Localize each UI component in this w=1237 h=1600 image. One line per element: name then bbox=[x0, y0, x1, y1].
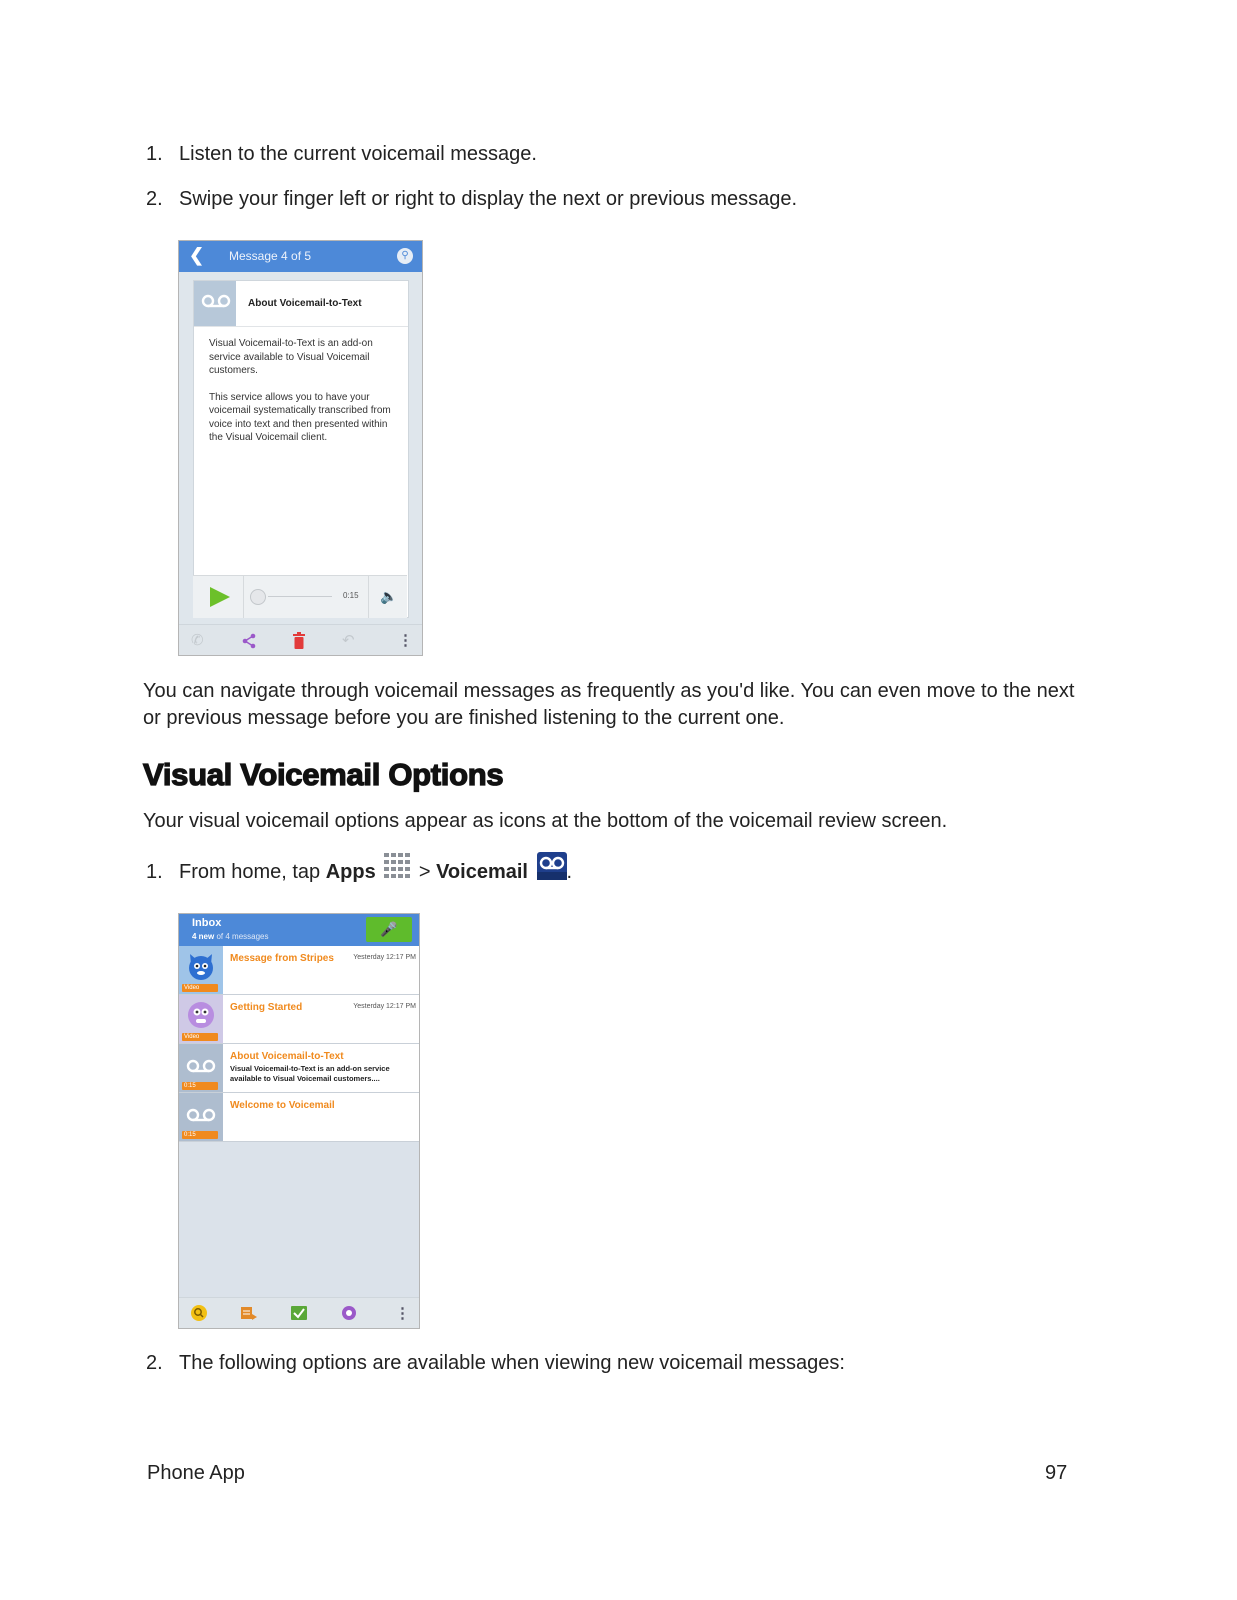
delete-icon[interactable] bbox=[293, 632, 305, 649]
step-text: Listen to the current voicemail message. bbox=[179, 143, 537, 165]
step-number: 1. bbox=[146, 143, 163, 165]
seek-handle[interactable] bbox=[250, 589, 266, 605]
select-icon[interactable] bbox=[290, 1305, 308, 1321]
divider bbox=[194, 326, 408, 327]
media-badge: Video bbox=[182, 1033, 218, 1041]
share-icon[interactable] bbox=[241, 633, 257, 649]
new-count: 4 new bbox=[192, 932, 215, 941]
more-icon[interactable]: ⋮ bbox=[398, 632, 413, 649]
media-badge: Video bbox=[182, 984, 218, 992]
cat-avatar-icon bbox=[185, 950, 217, 982]
step-number: 1. bbox=[146, 861, 163, 883]
compose-icon[interactable] bbox=[240, 1305, 258, 1321]
message-title: About Voicemail-to-Text bbox=[230, 1051, 344, 1062]
apps-label: Apps bbox=[325, 861, 376, 883]
voicemail-message-screenshot bbox=[178, 240, 423, 656]
character-avatar-icon bbox=[185, 999, 217, 1031]
step-number: 2. bbox=[146, 1352, 163, 1374]
duration-badge: 0:15 bbox=[182, 1082, 218, 1090]
message-time: Yesterday 12:17 PM bbox=[353, 954, 416, 961]
body-paragraph: This service allows you to have your voicemail systematically transcribed from voice into text and then presented within the Visual Voicemail client. bbox=[209, 391, 391, 443]
voicemail-inbox-screenshot bbox=[178, 913, 420, 1329]
step-2-swipe bbox=[146, 188, 1046, 214]
page-number: 97 bbox=[1045, 1462, 1068, 1484]
step-text: Swipe your finger left or right to display the next or previous message. bbox=[179, 188, 798, 210]
reply-icon[interactable]: ↶ bbox=[342, 632, 355, 649]
divider bbox=[243, 576, 244, 618]
duration-badge: 0:15 bbox=[182, 1131, 218, 1139]
voicemail-icon bbox=[186, 1058, 216, 1074]
step-2-options bbox=[146, 1352, 1046, 1378]
seek-track[interactable] bbox=[268, 596, 332, 597]
audio-player bbox=[193, 575, 407, 618]
body-paragraph: Visual Voicemail-to-Text is an add-on service available to Visual Voicemail customers. bbox=[209, 338, 373, 376]
settings-icon[interactable] bbox=[340, 1304, 358, 1322]
search-icon[interactable] bbox=[190, 1304, 208, 1322]
message-preview: Visual Voicemail-to-Text is an add-on service available to Visual Voicemail customers.... bbox=[230, 1064, 390, 1083]
message-body bbox=[209, 337, 399, 458]
play-icon[interactable] bbox=[210, 587, 230, 607]
duration-label: 0:15 bbox=[343, 591, 359, 600]
inbox-message-row[interactable] bbox=[179, 946, 419, 995]
message-title: Getting Started bbox=[230, 1002, 303, 1013]
inbox-toolbar bbox=[179, 1297, 419, 1329]
separator-text: > bbox=[413, 861, 437, 883]
message-toolbar bbox=[179, 624, 422, 656]
period: . bbox=[566, 861, 573, 883]
step-1-listen bbox=[146, 143, 1046, 169]
message-thumbnail bbox=[179, 1093, 223, 1141]
step-open-voicemail bbox=[146, 852, 846, 888]
voicemail-icon bbox=[201, 293, 231, 309]
more-icon[interactable]: ⋮ bbox=[395, 1305, 410, 1322]
navigate-paragraph: You can navigate through voicemail messages as frequently as you'd like. You can even move to the next or previous message before you are finished listening to the current one. bbox=[143, 680, 1075, 729]
footer-section-title: Phone App bbox=[147, 1462, 245, 1484]
message-subject: About Voicemail-to-Text bbox=[248, 298, 362, 309]
record-greeting-button[interactable] bbox=[366, 917, 412, 942]
microphone-icon: 🎤 bbox=[380, 921, 398, 937]
step-text: The following options are available when viewing new voicemail messages: bbox=[179, 1352, 845, 1374]
call-icon[interactable]: ✆ bbox=[191, 632, 204, 649]
message-time: Yesterday 12:17 PM bbox=[353, 1003, 416, 1010]
apps-grid-icon bbox=[383, 852, 413, 880]
message-counter-title: Message 4 of 5 bbox=[229, 249, 312, 263]
inbox-title: Inbox bbox=[192, 917, 222, 929]
options-paragraph: Your visual voicemail options appear as icons at the bottom of the voicemail review screen. bbox=[143, 810, 948, 832]
speaker-icon[interactable]: 🔈 bbox=[380, 588, 398, 604]
inbox-message-row[interactable] bbox=[179, 1093, 419, 1142]
message-title: Welcome to Voicemail bbox=[230, 1100, 335, 1111]
message-thumbnail bbox=[179, 995, 223, 1043]
message-title: Message from Stripes bbox=[230, 953, 334, 964]
message-thumbnail bbox=[179, 1044, 223, 1092]
inbox-message-row[interactable] bbox=[179, 995, 419, 1044]
section-heading: Visual Voicemail Options bbox=[143, 757, 504, 792]
message-thumbnail bbox=[179, 946, 223, 994]
inbox-message-row[interactable] bbox=[179, 1044, 419, 1093]
voicemail-label: Voicemail bbox=[436, 861, 528, 883]
app-header-bar bbox=[179, 241, 422, 272]
search-icon[interactable]: ⚲ bbox=[397, 248, 413, 264]
inbox-header-bar bbox=[179, 914, 419, 946]
step-number: 2. bbox=[146, 188, 163, 210]
step-text: From home, tap bbox=[179, 861, 326, 883]
voicemail-type-thumb bbox=[194, 281, 236, 326]
divider bbox=[368, 576, 369, 618]
voicemail-icon bbox=[186, 1107, 216, 1123]
message-card bbox=[193, 280, 409, 618]
inbox-count bbox=[192, 932, 268, 941]
voicemail-app-icon bbox=[537, 852, 567, 880]
total-count: of 4 messages bbox=[214, 932, 269, 941]
back-icon[interactable]: ❮ bbox=[189, 245, 205, 265]
